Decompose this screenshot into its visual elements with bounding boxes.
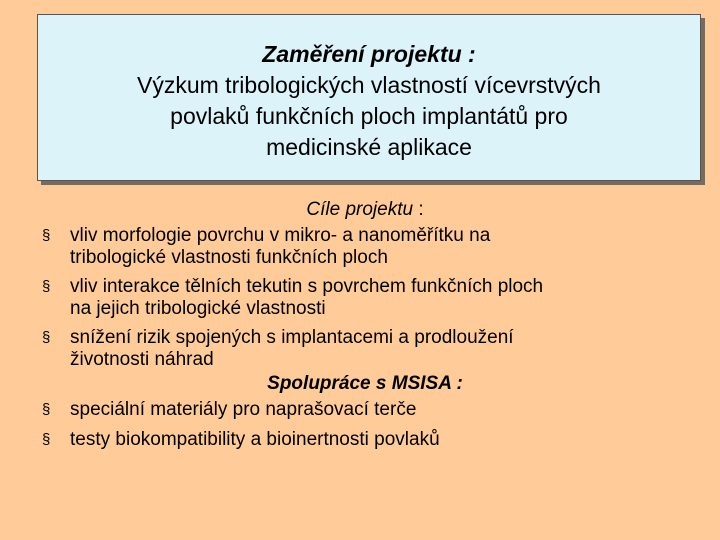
bullet-icon: § [42, 329, 51, 346]
list-item [40, 225, 690, 269]
goals-heading-text: Cíle projektu [306, 199, 414, 220]
list-item [40, 429, 690, 451]
cooperation-heading [40, 373, 690, 399]
title-heading: Zaměření projektu : [262, 41, 476, 67]
bullet-icon: § [42, 227, 51, 244]
title-line: povlaků funkčních ploch implantátů pro [170, 103, 568, 129]
title-line: medicinské aplikace [266, 134, 472, 160]
list-item-line: tribologické vlastnosti funkčních ploch [70, 247, 388, 268]
list-item-line: životnosti náhrad [70, 349, 214, 370]
list-item [40, 327, 690, 371]
goals-heading [40, 199, 690, 225]
list-item-line: vliv morfologie povrchu v mikro- a nanoměřítku na [70, 225, 491, 246]
list-item-line: snížení rizik spojených s implantacemi a prodloužení [70, 327, 514, 348]
bullet-icon: § [42, 278, 51, 295]
bullet-icon: § [42, 401, 51, 418]
slide-content [40, 199, 690, 458]
title-line: Výzkum tribologických vlastností vícevrstvých [137, 72, 601, 98]
list-item-line: na jejich tribologické vlastnosti [70, 298, 326, 319]
list-item-line: speciální materiály pro naprašovací terče [70, 399, 417, 420]
bullet-icon: § [42, 431, 51, 448]
list-item-line: testy biokompatibility a bioinertnosti povlaků [70, 429, 440, 450]
list-item-line: vliv interakce tělních tekutin s povrchem funkčních ploch [70, 276, 544, 297]
cooperation-heading-text: Spolupráce s MSISA : [267, 373, 463, 394]
goals-heading-suffix: : [413, 199, 424, 220]
title-box [37, 14, 701, 181]
list-item [40, 399, 690, 421]
list-item [40, 276, 690, 320]
